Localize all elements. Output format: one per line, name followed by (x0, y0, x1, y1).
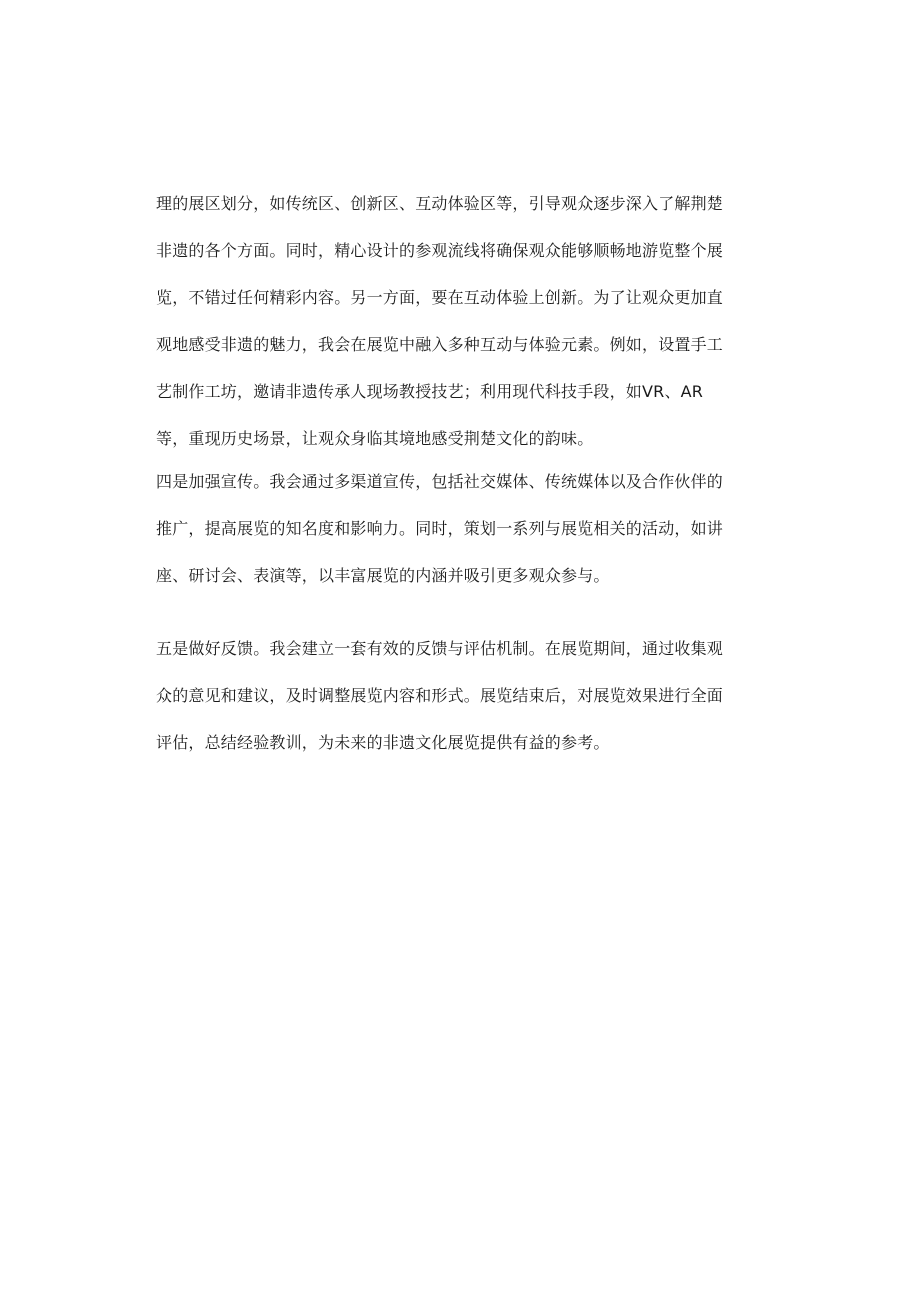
paragraph-promotion (156, 458, 756, 599)
paragraph-line: 众的意见和建议，及时调整展览内容和形式。展览结束后，对展览效果进行全面 (156, 686, 724, 705)
paragraph-line: 评估，总结经验教训，为未来的非遗文化展览提供有益的参考。 (156, 733, 610, 752)
paragraph-line: 等，重现历史场景，让观众身临其境地感受荆楚文化的韵味。 (156, 429, 594, 448)
paragraph-line: 艺制作工坊，邀请非遗传承人现场教授技艺；利用现代科技手段，如VR、AR (156, 382, 704, 401)
paragraph-exhibition-layout (156, 180, 756, 462)
paragraph-line: 观地感受非遗的魅力，我会在展览中融入多种互动与体验元素。例如，设置手工 (156, 335, 724, 354)
paragraph-line: 四是加强宣传。我会通过多渠道宣传，包括社交媒体、传统媒体以及合作伙伴的 (156, 472, 724, 491)
paragraph-line: 座、研讨会、表演等，以丰富展览的内涵并吸引更多观众参与。 (156, 566, 610, 585)
paragraph-line: 览，不错过任何精彩内容。另一方面，要在互动体验上创新。为了让观众更加直 (156, 288, 724, 307)
paragraph-line: 五是做好反馈。我会建立一套有效的反馈与评估机制。在展览期间，通过收集观 (156, 639, 724, 658)
paragraph-line: 非遗的各个方面。同时，精心设计的参观流线将确保观众能够顺畅地游览整个展 (156, 241, 724, 260)
paragraph-feedback (156, 625, 756, 766)
paragraph-line: 理的展区划分，如传统区、创新区、互动体验区等，引导观众逐步深入了解荆楚 (156, 194, 724, 213)
paragraph-line: 推广，提高展览的知名度和影响力。同时，策划一系列与展览相关的活动，如讲 (156, 519, 724, 538)
